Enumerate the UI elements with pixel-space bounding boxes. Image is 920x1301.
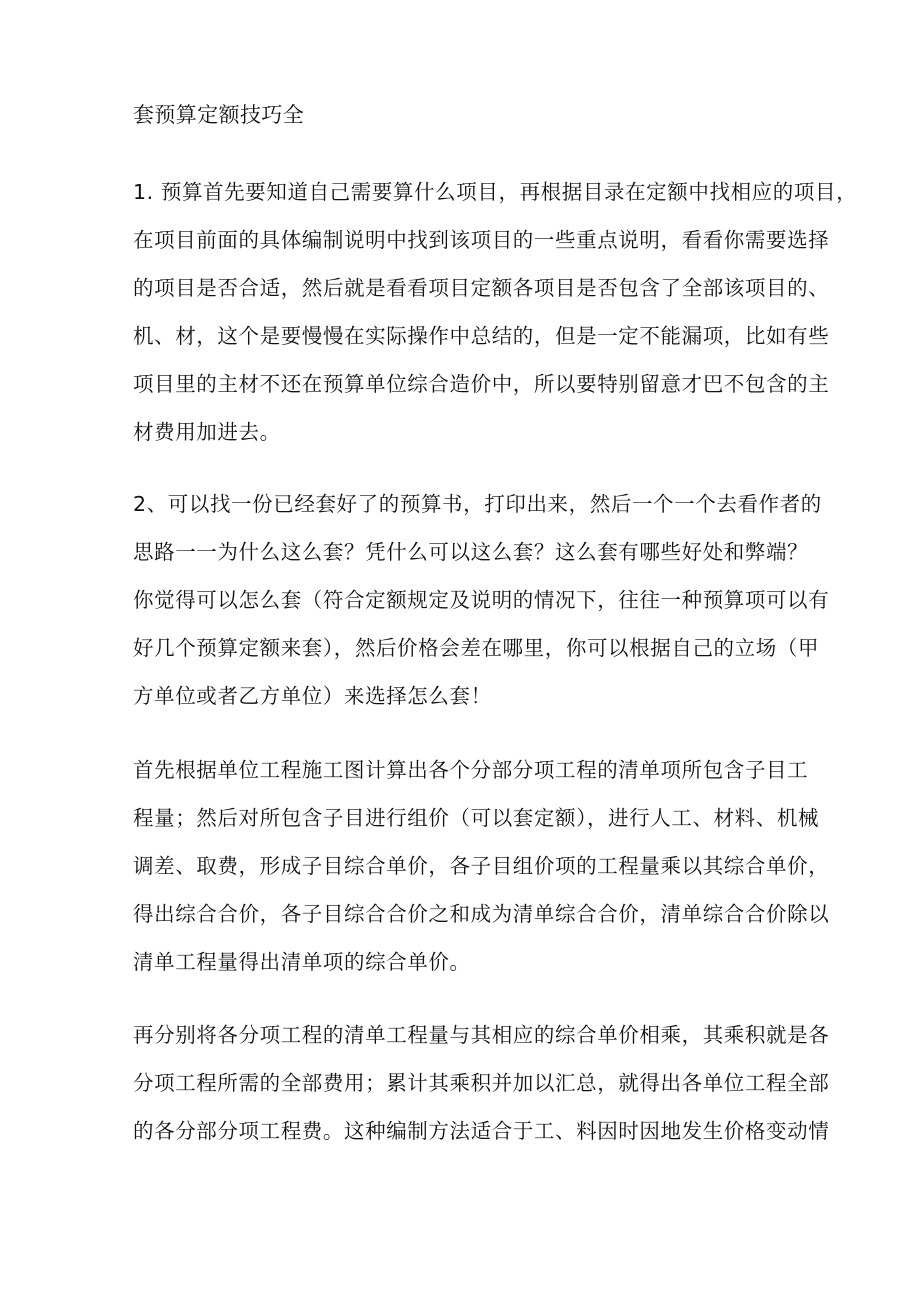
text-line: 你觉得可以怎么套（符合定额规定及说明的情况下，往往一种预算项可以有: [133, 588, 830, 612]
paragraph-4: [133, 1011, 830, 1155]
text-line: 思路一一为什么这么套？凭什么可以这么套？这么套有哪些好处和弊端？: [133, 540, 809, 564]
text-line: 再分别将各分项工程的清单工程量与其相应的综合单价相乘，其乘积就是各: [133, 1023, 830, 1047]
text-line: 1. 预算首先要知道自己需要算什么项目，再根据目录在定额中找相应的项目，: [133, 180, 858, 204]
text-line: 材费用加进去。: [133, 420, 281, 444]
text-line: 方单位或者乙方单位）来选择怎么套！: [133, 684, 492, 708]
text-line: 得出综合合价，各子目综合合价之和成为清单综合合价，清单综合合价除以: [133, 902, 830, 926]
paragraph-1: [133, 168, 858, 456]
text-line: 项目里的主材不还在预算单位综合造价中，所以要特别留意才巴不包含的主: [133, 372, 830, 396]
text-line: 分项工程所需的全部费用；累计其乘积并加以汇总，就得出各单位工程全部: [133, 1071, 830, 1095]
paragraph-2: [133, 480, 830, 720]
text-line: 在项目前面的具体编制说明中找到该项目的一些重点说明，看看你需要选择: [133, 228, 830, 252]
text-line: 的各分部分项工程费。这种编制方法适合于工、料因时因地发生价格变动情: [133, 1119, 830, 1143]
text-line: 机、材，这个是要慢慢在实际操作中总结的，但是一定不能漏项，比如有些: [133, 324, 830, 348]
document-title: 套预算定额技巧全: [133, 103, 305, 127]
text-line: 好几个预算定额来套），然后价格会差在哪里，你可以根据自己的立场（甲: [133, 636, 820, 660]
text-line: 2、可以找一份已经套好了的预算书，打印出来，然后一个一个去看作者的: [133, 492, 822, 516]
text-line: 首先根据单位工程施工图计算出各个分部分项工程的清单项所包含子目工: [133, 758, 809, 782]
text-line: 的项目是否合适，然后就是看看项目定额各项目是否包含了全部该项目的、: [133, 276, 830, 300]
text-line: 程量；然后对所包含子目进行组价（可以套定额），进行人工、材料、机械: [133, 806, 820, 830]
text-line: 清单工程量得出清单项的综合单价。: [133, 950, 471, 974]
paragraph-3: [133, 746, 830, 986]
text-line: 调差、取费，形成子目综合单价，各子目组价项的工程量乘以其综合单价，: [133, 854, 830, 878]
